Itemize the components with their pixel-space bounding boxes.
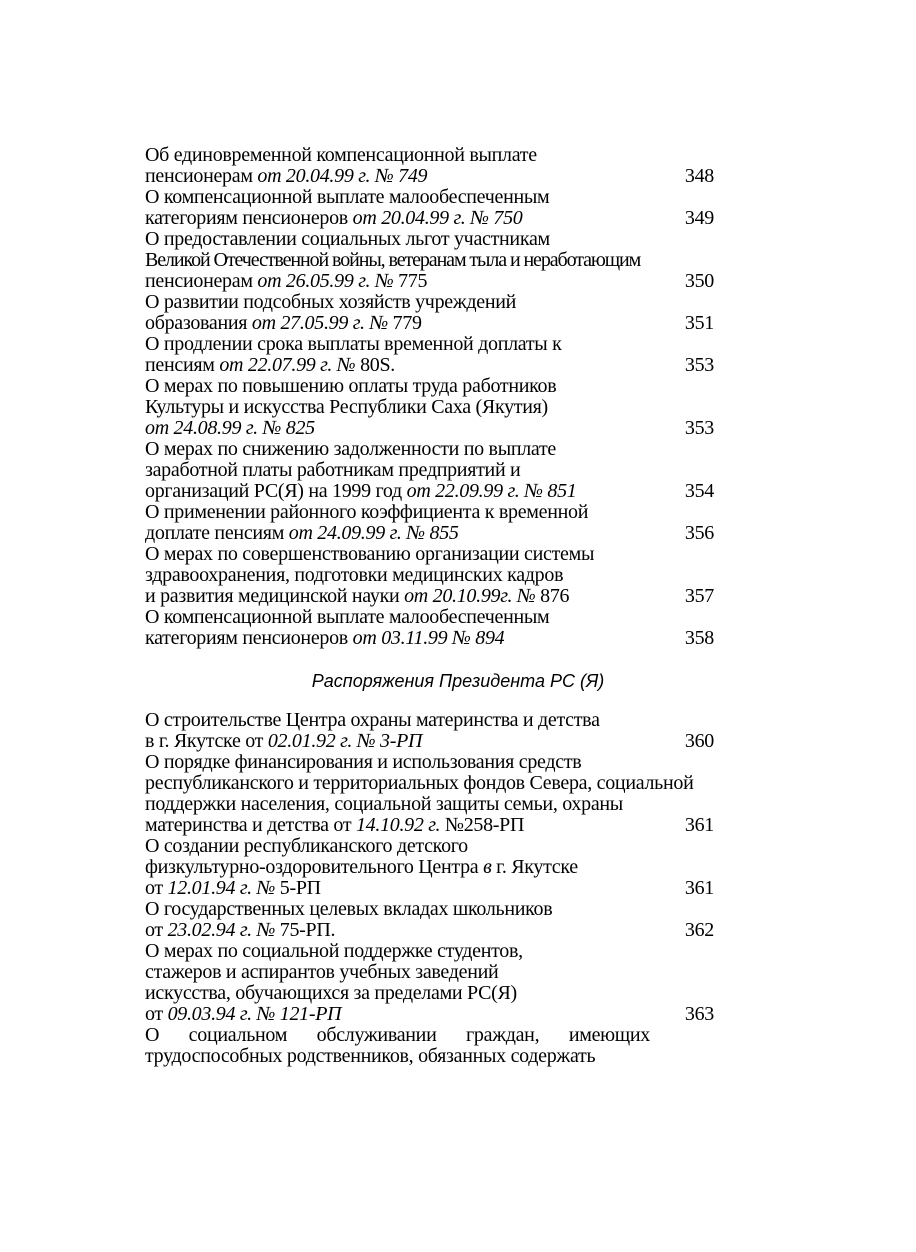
toc-entry-line — [145, 1004, 720, 1025]
entry-title-text: г. Якутске — [491, 856, 578, 878]
toc-entry — [145, 145, 720, 187]
toc-section-decrees — [145, 145, 720, 649]
toc-entry-line — [145, 355, 720, 376]
toc-section-orders — [145, 710, 720, 1067]
toc-entry — [145, 607, 720, 649]
entry-title-text: О применении районного коэффициента к временной — [145, 501, 589, 523]
entry-title-text: №258-РП — [440, 814, 525, 836]
page-number: 363 — [684, 1003, 714, 1025]
toc-entry — [145, 334, 720, 376]
decree-date-number: в — [483, 856, 492, 878]
toc-entry-line — [145, 941, 720, 962]
toc-entry-line — [145, 502, 720, 523]
toc-entry — [145, 710, 720, 752]
toc-entry-line — [145, 857, 720, 878]
page-number: 350 — [684, 270, 714, 292]
decree-date-number: от 20.04.99 г. № 749 — [257, 165, 428, 187]
toc-entry-line — [145, 1025, 650, 1046]
entry-title-text: республиканского и территориальных фондов Севера, социальной — [145, 772, 694, 794]
decree-date-number: 23.02.94 г. № — [167, 919, 276, 941]
toc-entry-line — [145, 523, 720, 544]
entry-title-text: от — [145, 877, 168, 899]
entry-title-text: пенсионерам — [145, 270, 258, 292]
toc-entry-line — [145, 878, 720, 899]
toc-entry-line — [145, 920, 720, 941]
toc-entry — [145, 292, 720, 334]
toc-entry-line — [145, 899, 720, 920]
entry-title-text: заработной платы работникам предприятий и — [145, 459, 521, 481]
page-number: 356 — [684, 522, 714, 544]
toc-entry-line — [145, 229, 720, 250]
toc-entry — [145, 899, 720, 941]
entry-title-text: 876 — [535, 585, 570, 607]
toc-entry-line — [145, 607, 720, 628]
entry-title-text: 779 — [387, 312, 422, 334]
toc-entry-line — [145, 397, 720, 418]
toc-entry — [145, 187, 720, 229]
toc-entry-line — [145, 983, 720, 1004]
decree-date-number: от 22.07.99 г. № — [219, 354, 356, 376]
toc-entry-line — [145, 418, 720, 439]
decree-date-number: 02.01.92 г. № 3-РП — [267, 730, 423, 752]
toc-entry-line — [145, 376, 720, 397]
page-number: 362 — [684, 919, 714, 941]
decree-date-number: от 20.10.99г. № — [404, 585, 536, 607]
toc-entry-line — [145, 187, 720, 208]
toc-entry — [145, 752, 720, 836]
entry-title-text: О развитии подсобных хозяйств учреждений — [145, 291, 517, 313]
decree-date-number: 09.03.94 г. № 121-РП — [167, 1003, 342, 1025]
entry-title-text: организаций РС(Я) на 1999 год — [145, 480, 407, 502]
entry-title-text: О порядке финансирования и использования средств — [145, 751, 582, 773]
decree-date-number: от 22.09.99 г. № 851 — [406, 480, 577, 502]
entry-title-text: О мерах по снижению задолженности по выплате — [145, 438, 556, 460]
page-number: 353 — [684, 354, 714, 376]
toc-entry-line — [145, 439, 720, 460]
entry-title-text: О мерах по повышению оплаты труда работников — [145, 375, 557, 397]
toc-entry-line — [145, 292, 720, 313]
toc-entry-line — [145, 752, 720, 773]
entry-title-text: здравоохранения, подготовки медицинских кадров — [145, 564, 564, 586]
entry-title-text: О предоставлении социальных льгот участникам — [145, 228, 550, 250]
section-heading: Распоряжения Президента РС (Я) — [311, 671, 605, 691]
entry-title-text: О мерах по совершенствованию организации системы — [145, 543, 595, 565]
entry-title-text: пенсионерам — [145, 165, 258, 187]
entry-title-text: искусства, обучающихся за пределами РС(Я) — [145, 982, 517, 1004]
toc-entry-line — [145, 836, 720, 857]
toc-entry-line — [145, 250, 720, 271]
toc-entry-line — [145, 460, 720, 481]
entry-title-text: Об единовременной компенсационной выплате — [145, 144, 537, 166]
toc-entry-line — [145, 313, 720, 334]
entry-title-text: поддержки населения, социальной защиты семьи, охраны — [145, 793, 623, 815]
entry-title-text: 5-РП — [275, 877, 321, 899]
toc-entry-line — [145, 815, 720, 836]
toc-entry-line — [145, 481, 720, 502]
entry-title-text: О компенсационной выплате малообеспеченным — [145, 606, 550, 628]
page-number: 353 — [684, 417, 714, 439]
toc-entry-line — [145, 544, 720, 565]
toc-entry-line — [145, 334, 720, 355]
toc-entry-line — [145, 565, 720, 586]
entry-title-text: в г. Якутске от — [145, 730, 268, 752]
decree-date-number: от 27.05.99 г. № — [251, 312, 388, 334]
entry-title-text: О мерах по социальной поддержке студентов, — [145, 940, 523, 962]
entry-title-text: О социальном обслуживании граждан, имеющих — [145, 1025, 650, 1046]
page-number: 348 — [684, 165, 714, 187]
toc-entry-line — [145, 166, 720, 187]
toc-entry-line — [145, 145, 720, 166]
decree-date-number: от 24.08.99 г. № 825 — [145, 417, 315, 439]
page-number: 357 — [684, 585, 714, 607]
page-number: 349 — [684, 207, 714, 229]
toc-entry-line — [145, 586, 720, 607]
toc-entry — [145, 229, 720, 292]
page-number: 361 — [684, 814, 714, 836]
entry-title-text: О строительстве Центра охраны материнства и детства — [145, 709, 600, 731]
entry-title-text: 775 — [393, 270, 428, 292]
toc-entry-line — [145, 731, 720, 752]
entry-title-text: О продлении срока выплаты временной доплаты к — [145, 333, 562, 355]
entry-title-text: 80S. — [355, 354, 395, 376]
entry-title-text: 75-РП. — [275, 919, 336, 941]
decree-date-number: 14.10.92 г. — [355, 814, 441, 836]
entry-title-text: и развития медицинской науки — [145, 585, 405, 607]
toc-entry-line — [145, 208, 720, 229]
entry-title-text: О государственных целевых вкладах школьников — [145, 898, 553, 920]
toc-entry-line — [145, 773, 720, 794]
decree-date-number: от 20.04.99 г. № 750 — [352, 207, 523, 229]
toc-entry — [145, 439, 720, 502]
entry-title-text: категориям пенсионеров — [145, 627, 353, 649]
toc-entry-line — [145, 794, 720, 815]
page-number: 360 — [684, 730, 714, 752]
toc-entry-line — [145, 271, 720, 292]
page-number: 361 — [684, 877, 714, 899]
entry-title-text: материнства и детства от — [145, 814, 356, 836]
entry-title-text: стажеров и аспирантов учебных заведений — [145, 961, 499, 983]
page-number: 354 — [684, 480, 714, 502]
entry-title-text: О компенсационной выплате малообеспеченным — [145, 186, 550, 208]
page-number: 351 — [684, 312, 714, 334]
toc-entry-line — [145, 962, 720, 983]
entry-title-text: от — [145, 1003, 168, 1025]
toc-entry — [145, 941, 720, 1025]
toc-entry-line — [145, 1046, 720, 1067]
entry-title-text: образования — [145, 312, 252, 334]
toc-entry — [145, 1025, 720, 1067]
toc-entry — [145, 376, 720, 439]
entry-title-text: трудоспособных родственников, обязанных содержать — [145, 1045, 596, 1067]
toc-entry — [145, 502, 720, 544]
entry-title-text: О создании республиканского детского — [145, 835, 468, 857]
entry-title-text: Великой Отечественной войны, ветеранам тыла и неработающим — [145, 249, 641, 271]
toc-entry — [145, 544, 720, 607]
entry-title-text: пенсиям — [145, 354, 220, 376]
entry-title-text: доплате пенсиям — [145, 522, 289, 544]
decree-date-number: от 03.11.99 № 894 — [352, 627, 505, 649]
decree-date-number: 12.01.94 г. № — [167, 877, 276, 899]
entry-title-text: физкультурно-оздоровительного Центра — [145, 856, 484, 878]
toc-entry-line — [145, 628, 720, 649]
page-number: 358 — [684, 627, 714, 649]
decree-date-number: от 26.05.99 г. № — [257, 270, 394, 292]
entry-title-text: Культуры и искусства Республики Саха (Якутия) — [145, 396, 548, 418]
decree-date-number: от 24.09.99 г. № 855 — [288, 522, 459, 544]
entry-title-text: категориям пенсионеров — [145, 207, 353, 229]
toc-entry-line — [145, 710, 720, 731]
entry-title-text: от — [145, 919, 168, 941]
toc-entry — [145, 836, 720, 899]
